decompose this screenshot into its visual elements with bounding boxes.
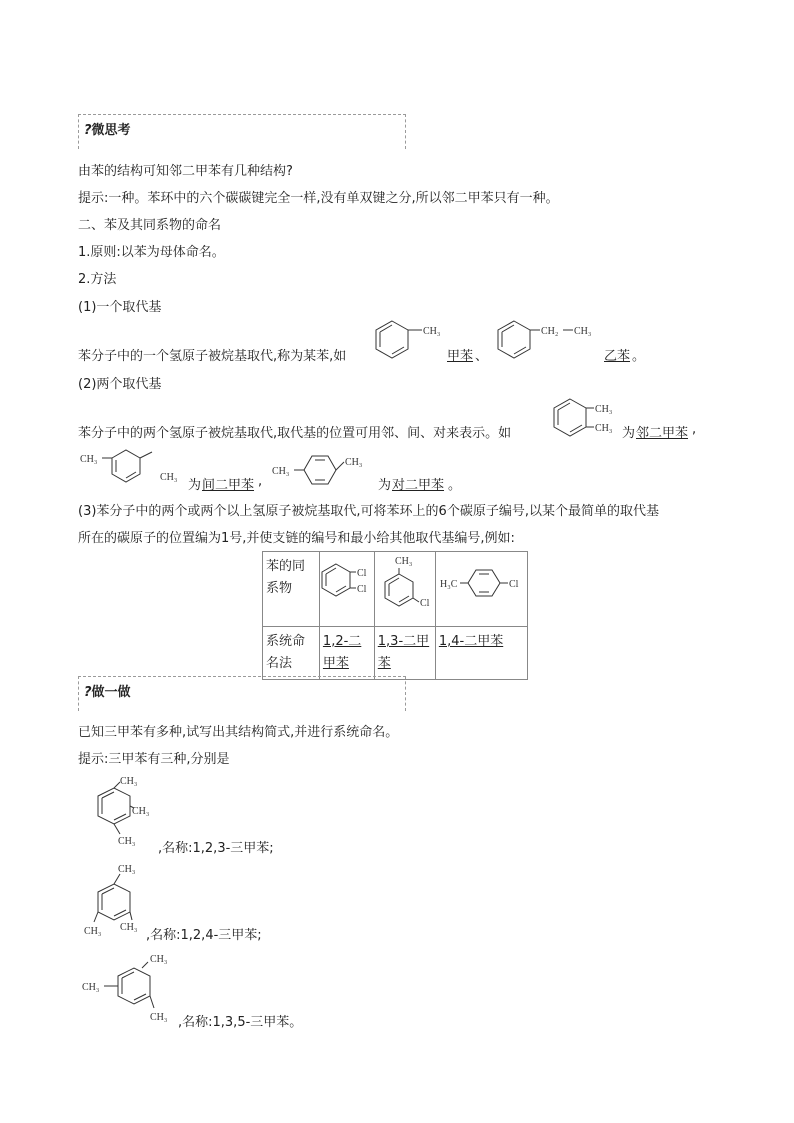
ch3-label: CH₃ <box>595 423 613 434</box>
table-cell-p-structure <box>435 552 527 627</box>
two-sub-text: 苯分子中的两个氢原子被烷基取代,取代基的位置可用邻、间、对来表示。如 <box>78 426 512 441</box>
think-question: 由苯的结构可知邻二甲苯有几种结构? <box>78 164 293 179</box>
ch3-label: CH₃ <box>160 472 178 483</box>
trimethylbenzene-135-structure <box>78 948 180 1028</box>
table-header-homolog: 苯的同系物 <box>263 552 320 627</box>
tri2-name: ,名称:1,2,4-三甲苯; <box>146 928 262 943</box>
ethylbenzene-structure <box>494 318 604 364</box>
think-answer: 提示:一种。苯环中的六个碳碳键完全一样,没有单双键之分,所以邻二甲苯只有一种。 <box>78 191 559 206</box>
comma: , <box>258 474 263 489</box>
ch3-label: CH₃ <box>595 404 613 415</box>
ch3-label: CH₃ <box>80 454 98 465</box>
o-xylene-structure <box>550 396 622 442</box>
svg-text:Cl: Cl <box>508 579 519 590</box>
separator: 、 <box>475 349 489 364</box>
trimethylbenzene-123-structure <box>78 772 162 852</box>
table-cell-name: 1,2-二甲苯 <box>319 627 374 680</box>
two-sub-title: (2)两个取代基 <box>78 377 162 392</box>
svg-text:H₃C: H₃C <box>439 579 458 590</box>
svg-text:CH₃: CH₃ <box>120 776 138 787</box>
ch3-label: CH₃ <box>574 326 592 337</box>
svg-text:Cl: Cl <box>419 598 430 609</box>
p-xylene-label: 对二甲苯 <box>392 478 445 493</box>
o-xylene-label: 邻二甲苯 <box>636 426 689 441</box>
question-icon: ? <box>84 123 92 138</box>
table-cell-name: 1,3-二甲苯 <box>374 627 435 680</box>
table-cell-o-structure <box>319 552 374 627</box>
svg-text:CH₃: CH₃ <box>118 836 136 847</box>
method: 2.方法 <box>78 272 117 287</box>
svg-text:Cl: Cl <box>356 584 367 595</box>
table-cell-m-structure <box>374 552 435 627</box>
svg-text:CH₃: CH₃ <box>118 864 136 875</box>
ch3-label: CH₃ <box>345 457 363 468</box>
ch3-label: CH₃ <box>423 326 441 337</box>
one-sub-text: 苯分子中的一个氢原子被烷基取代,称为某苯,如 <box>78 349 347 364</box>
naming-table <box>262 551 528 680</box>
toluene-structure <box>372 318 444 364</box>
table-row <box>263 627 528 680</box>
svg-text:CH₃: CH₃ <box>394 556 413 567</box>
one-sub-title: (1)一个取代基 <box>78 300 162 315</box>
section-title: 二、苯及其同系物的命名 <box>78 218 222 233</box>
question-icon: ? <box>84 685 92 700</box>
three-sub-text-2: 所在的碳原子的位置编为1号,并使支链的编号和最小给其他取代基编号,例如: <box>78 531 515 546</box>
think-box-title: ?微思考 <box>84 123 131 138</box>
svg-text:CH₃: CH₃ <box>84 926 102 937</box>
period: 。 <box>632 349 646 364</box>
svg-text:CH₃: CH₃ <box>150 1012 168 1023</box>
table-header-naming: 系统命名法 <box>263 627 320 680</box>
ch3-label: CH₃ <box>272 466 290 477</box>
table-cell-name: 1,4-二甲苯 <box>435 627 527 680</box>
comma: , <box>692 422 697 437</box>
p-xylene-structure <box>272 448 372 488</box>
svg-text:CH₃: CH₃ <box>120 922 138 933</box>
period: 。 <box>448 478 462 493</box>
svg-text:Cl: Cl <box>356 568 367 579</box>
toluene-label: 甲苯 <box>447 349 474 364</box>
tri3-name: ,名称:1,3,5-三甲苯。 <box>178 1015 303 1030</box>
svg-text:CH₃: CH₃ <box>132 806 150 817</box>
three-sub-text-1: (3)苯分子中的两个或两个以上氢原子被烷基取代,可将苯环上的6个碳原子编号,以某个最简单的取代基 <box>78 504 659 519</box>
ethylbenzene-label: 乙苯 <box>604 349 631 364</box>
do-answer: 提示:三甲苯有三种,分别是 <box>78 752 230 767</box>
svg-text:CH₃: CH₃ <box>150 954 168 965</box>
do-question: 已知三甲苯有多种,试写出其结构简式,并进行系统命名。 <box>78 725 399 740</box>
m-xylene-structure <box>80 444 190 488</box>
trimethylbenzene-124-structure <box>78 858 146 938</box>
wei-text: 为 <box>188 478 202 493</box>
do-box-title: ?做一做 <box>84 685 131 700</box>
principle: 1.原则:以苯为母体命名。 <box>78 245 225 260</box>
wei-text: 为 <box>622 426 636 441</box>
m-xylene-label: 间二甲苯 <box>202 478 255 493</box>
wei-text: 为 <box>378 478 392 493</box>
ch2-label: CH₂ <box>541 326 559 337</box>
tri1-name: ,名称:1,2,3-三甲苯; <box>158 841 274 856</box>
svg-text:CH₃: CH₃ <box>82 982 100 993</box>
table-row <box>263 552 528 627</box>
